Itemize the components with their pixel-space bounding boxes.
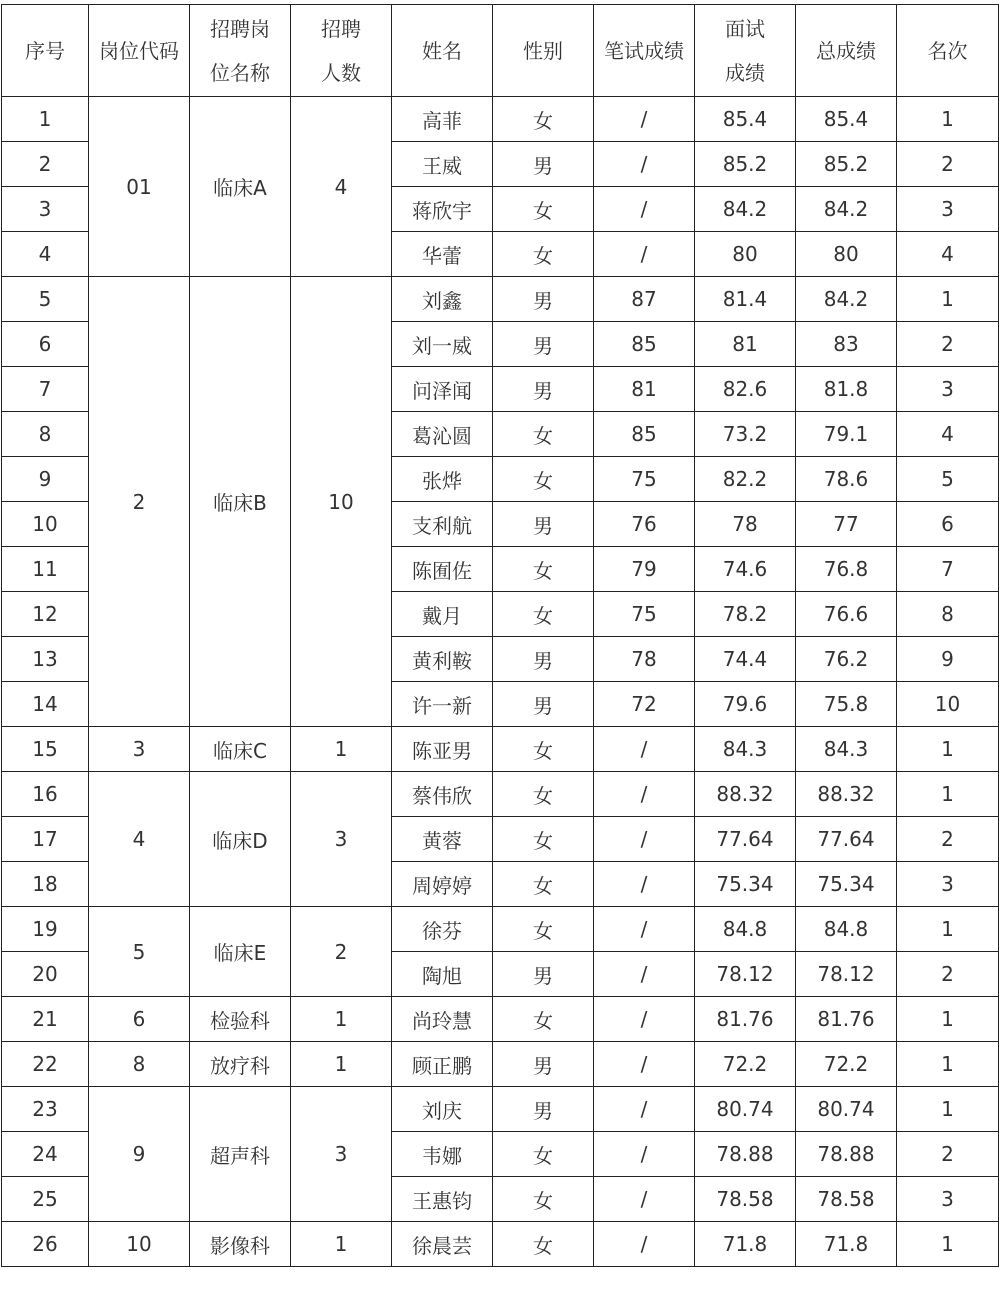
cell-name: 黄利鞍 xyxy=(392,637,493,682)
cell-total-score: 88.32 xyxy=(796,772,897,817)
cell-index: 4 xyxy=(2,232,89,277)
cell-total-score: 84.2 xyxy=(796,187,897,232)
cell-name: 徐芬 xyxy=(392,907,493,952)
cell-position-code: 3 xyxy=(89,727,190,772)
cell-gender: 女 xyxy=(493,592,594,637)
cell-total-score: 76.2 xyxy=(796,637,897,682)
cell-gender: 女 xyxy=(493,817,594,862)
cell-name: 蒋欣宇 xyxy=(392,187,493,232)
cell-gender: 女 xyxy=(493,772,594,817)
cell-written-score: / xyxy=(594,817,695,862)
cell-quota: 1 xyxy=(291,997,392,1042)
cell-total-score: 78.12 xyxy=(796,952,897,997)
cell-name: 韦娜 xyxy=(392,1132,493,1177)
header-position-label: 招聘岗 xyxy=(210,16,270,41)
cell-written-score: / xyxy=(594,952,695,997)
cell-interview-score: 84.2 xyxy=(695,187,796,232)
cell-rank: 1 xyxy=(897,97,999,142)
cell-total-score: 77 xyxy=(796,502,897,547)
cell-rank: 1 xyxy=(897,1222,999,1267)
cell-name: 张烨 xyxy=(392,457,493,502)
header-written-label: 笔试成绩 xyxy=(604,38,684,63)
cell-name: 问泽闻 xyxy=(392,367,493,412)
table-row xyxy=(2,997,999,1042)
cell-name: 蔡伟欣 xyxy=(392,772,493,817)
cell-gender: 女 xyxy=(493,907,594,952)
cell-rank: 4 xyxy=(897,232,999,277)
cell-total-score: 76.8 xyxy=(796,547,897,592)
cell-interview-score: 74.6 xyxy=(695,547,796,592)
cell-position-name: 临床E xyxy=(190,907,291,997)
cell-interview-score: 78.58 xyxy=(695,1177,796,1222)
cell-total-score: 81.76 xyxy=(796,997,897,1042)
cell-gender: 女 xyxy=(493,457,594,502)
cell-index: 22 xyxy=(2,1042,89,1087)
cell-total-score: 81.8 xyxy=(796,367,897,412)
cell-written-score: 85 xyxy=(594,322,695,367)
cell-quota: 10 xyxy=(291,277,392,727)
table-row xyxy=(2,1087,999,1132)
cell-total-score: 71.8 xyxy=(796,1222,897,1267)
cell-quota: 4 xyxy=(291,97,392,277)
cell-gender: 女 xyxy=(493,232,594,277)
cell-total-score: 78.58 xyxy=(796,1177,897,1222)
cell-written-score: / xyxy=(594,1132,695,1177)
cell-index: 25 xyxy=(2,1177,89,1222)
cell-written-score: / xyxy=(594,142,695,187)
header-index xyxy=(2,5,89,97)
cell-index: 17 xyxy=(2,817,89,862)
cell-rank: 9 xyxy=(897,637,999,682)
cell-gender: 男 xyxy=(493,682,594,727)
cell-index: 8 xyxy=(2,412,89,457)
cell-index: 15 xyxy=(2,727,89,772)
cell-rank: 7 xyxy=(897,547,999,592)
cell-written-score: / xyxy=(594,727,695,772)
cell-gender: 女 xyxy=(493,727,594,772)
header-name-label: 姓名 xyxy=(422,38,462,63)
cell-position-code: 10 xyxy=(89,1222,190,1267)
cell-index: 21 xyxy=(2,997,89,1042)
cell-index: 20 xyxy=(2,952,89,997)
header-quota-label: 招聘 xyxy=(321,16,361,41)
cell-interview-score: 72.2 xyxy=(695,1042,796,1087)
cell-position-code: 5 xyxy=(89,907,190,997)
cell-position-code: 9 xyxy=(89,1087,190,1222)
cell-quota: 1 xyxy=(291,1222,392,1267)
cell-total-score: 72.2 xyxy=(796,1042,897,1087)
cell-total-score: 84.8 xyxy=(796,907,897,952)
header-interview xyxy=(695,5,796,97)
header-name xyxy=(392,5,493,97)
cell-interview-score: 78.2 xyxy=(695,592,796,637)
cell-interview-score: 82.6 xyxy=(695,367,796,412)
cell-rank: 1 xyxy=(897,907,999,952)
table-row xyxy=(2,97,999,142)
cell-total-score: 75.34 xyxy=(796,862,897,907)
cell-position-name: 临床C xyxy=(190,727,291,772)
header-gender-label: 性别 xyxy=(523,38,563,63)
cell-interview-score: 71.8 xyxy=(695,1222,796,1267)
cell-total-score: 83 xyxy=(796,322,897,367)
cell-total-score: 84.3 xyxy=(796,727,897,772)
cell-written-score: 76 xyxy=(594,502,695,547)
cell-index: 9 xyxy=(2,457,89,502)
cell-name: 葛沁圆 xyxy=(392,412,493,457)
table-row xyxy=(2,907,999,952)
table-body xyxy=(2,97,999,1267)
header-quota xyxy=(291,5,392,97)
cell-quota: 2 xyxy=(291,907,392,997)
cell-rank: 2 xyxy=(897,817,999,862)
cell-written-score: / xyxy=(594,997,695,1042)
cell-name: 周婷婷 xyxy=(392,862,493,907)
header-gender xyxy=(493,5,594,97)
cell-index: 7 xyxy=(2,367,89,412)
table-row xyxy=(2,1222,999,1267)
cell-total-score: 75.8 xyxy=(796,682,897,727)
cell-name: 尚玲慧 xyxy=(392,997,493,1042)
cell-interview-score: 74.4 xyxy=(695,637,796,682)
cell-total-score: 85.4 xyxy=(796,97,897,142)
cell-interview-score: 79.6 xyxy=(695,682,796,727)
cell-rank: 1 xyxy=(897,277,999,322)
cell-index: 11 xyxy=(2,547,89,592)
cell-total-score: 85.2 xyxy=(796,142,897,187)
cell-written-score: 81 xyxy=(594,367,695,412)
cell-name: 刘鑫 xyxy=(392,277,493,322)
cell-written-score: 75 xyxy=(594,457,695,502)
cell-rank: 8 xyxy=(897,592,999,637)
cell-position-name: 临床B xyxy=(190,277,291,727)
cell-gender: 女 xyxy=(493,97,594,142)
cell-position-name: 超声科 xyxy=(190,1087,291,1222)
cell-gender: 女 xyxy=(493,1177,594,1222)
cell-name: 徐晨芸 xyxy=(392,1222,493,1267)
cell-gender: 男 xyxy=(493,637,594,682)
cell-interview-score: 78.12 xyxy=(695,952,796,997)
table-row xyxy=(2,277,999,322)
cell-quota: 1 xyxy=(291,1042,392,1087)
cell-total-score: 80 xyxy=(796,232,897,277)
cell-gender: 男 xyxy=(493,1042,594,1087)
cell-name: 黄蓉 xyxy=(392,817,493,862)
cell-quota: 3 xyxy=(291,772,392,907)
header-position-label-line2: 位名称 xyxy=(210,60,270,85)
cell-name: 华蕾 xyxy=(392,232,493,277)
cell-quota: 1 xyxy=(291,727,392,772)
cell-written-score: / xyxy=(594,1222,695,1267)
cell-interview-score: 80 xyxy=(695,232,796,277)
cell-index: 2 xyxy=(2,142,89,187)
header-rank-label: 名次 xyxy=(927,38,968,63)
cell-interview-score: 73.2 xyxy=(695,412,796,457)
cell-gender: 女 xyxy=(493,187,594,232)
cell-position-code: 01 xyxy=(89,97,190,277)
cell-index: 18 xyxy=(2,862,89,907)
cell-index: 14 xyxy=(2,682,89,727)
cell-interview-score: 82.2 xyxy=(695,457,796,502)
header-index-label: 序号 xyxy=(25,38,65,63)
cell-gender: 女 xyxy=(493,997,594,1042)
cell-total-score: 80.74 xyxy=(796,1087,897,1132)
cell-position-name: 影像科 xyxy=(190,1222,291,1267)
cell-name: 陶旭 xyxy=(392,952,493,997)
cell-name: 顾正鹏 xyxy=(392,1042,493,1087)
cell-rank: 6 xyxy=(897,502,999,547)
table-row xyxy=(2,772,999,817)
header-total-label: 总成绩 xyxy=(816,38,876,63)
cell-total-score: 78.88 xyxy=(796,1132,897,1177)
cell-position-code: 6 xyxy=(89,997,190,1042)
cell-rank: 1 xyxy=(897,727,999,772)
cell-written-score: / xyxy=(594,232,695,277)
table-row xyxy=(2,727,999,772)
cell-written-score: / xyxy=(594,772,695,817)
header-interview-label: 面试 xyxy=(725,16,765,41)
cell-index: 12 xyxy=(2,592,89,637)
cell-position-name: 放疗科 xyxy=(190,1042,291,1087)
cell-gender: 女 xyxy=(493,1132,594,1177)
cell-interview-score: 81 xyxy=(695,322,796,367)
cell-name: 刘一威 xyxy=(392,322,493,367)
cell-interview-score: 85.4 xyxy=(695,97,796,142)
cell-rank: 3 xyxy=(897,367,999,412)
cell-gender: 男 xyxy=(493,277,594,322)
cell-written-score: / xyxy=(594,907,695,952)
cell-index: 19 xyxy=(2,907,89,952)
cell-total-score: 76.6 xyxy=(796,592,897,637)
cell-rank: 3 xyxy=(897,187,999,232)
cell-name: 许一新 xyxy=(392,682,493,727)
cell-gender: 女 xyxy=(493,1222,594,1267)
header-written xyxy=(594,5,695,97)
cell-gender: 男 xyxy=(493,142,594,187)
cell-index: 1 xyxy=(2,97,89,142)
cell-name: 王惠钧 xyxy=(392,1177,493,1222)
table-header-row xyxy=(2,5,999,97)
cell-written-score: 78 xyxy=(594,637,695,682)
cell-total-score: 78.6 xyxy=(796,457,897,502)
cell-gender: 女 xyxy=(493,412,594,457)
cell-name: 戴月 xyxy=(392,592,493,637)
cell-rank: 1 xyxy=(897,997,999,1042)
cell-gender: 女 xyxy=(493,862,594,907)
cell-index: 13 xyxy=(2,637,89,682)
cell-interview-score: 80.74 xyxy=(695,1087,796,1132)
cell-name: 陈囿佐 xyxy=(392,547,493,592)
cell-interview-score: 77.64 xyxy=(695,817,796,862)
cell-written-score: 85 xyxy=(594,412,695,457)
cell-rank: 2 xyxy=(897,322,999,367)
cell-interview-score: 81.4 xyxy=(695,277,796,322)
cell-name: 王威 xyxy=(392,142,493,187)
cell-position-name: 检验科 xyxy=(190,997,291,1042)
cell-total-score: 77.64 xyxy=(796,817,897,862)
cell-rank: 2 xyxy=(897,1132,999,1177)
cell-index: 26 xyxy=(2,1222,89,1267)
cell-index: 6 xyxy=(2,322,89,367)
cell-position-name: 临床A xyxy=(190,97,291,277)
cell-rank: 3 xyxy=(897,1177,999,1222)
cell-rank: 3 xyxy=(897,862,999,907)
cell-index: 5 xyxy=(2,277,89,322)
cell-index: 16 xyxy=(2,772,89,817)
cell-index: 23 xyxy=(2,1087,89,1132)
cell-position-code: 4 xyxy=(89,772,190,907)
cell-written-score: / xyxy=(594,1087,695,1132)
cell-rank: 2 xyxy=(897,142,999,187)
header-rank xyxy=(897,5,999,97)
cell-written-score: / xyxy=(594,97,695,142)
cell-gender: 男 xyxy=(493,1087,594,1132)
cell-total-score: 84.2 xyxy=(796,277,897,322)
cell-interview-score: 78 xyxy=(695,502,796,547)
cell-rank: 2 xyxy=(897,952,999,997)
cell-total-score: 79.1 xyxy=(796,412,897,457)
cell-index: 24 xyxy=(2,1132,89,1177)
cell-written-score: / xyxy=(594,187,695,232)
cell-name: 支利航 xyxy=(392,502,493,547)
results-table xyxy=(1,4,999,1267)
header-quota-label-line2: 人数 xyxy=(321,60,361,85)
cell-gender: 男 xyxy=(493,367,594,412)
cell-interview-score: 84.8 xyxy=(695,907,796,952)
cell-rank: 1 xyxy=(897,1087,999,1132)
cell-position-code: 8 xyxy=(89,1042,190,1087)
cell-gender: 男 xyxy=(493,322,594,367)
cell-written-score: / xyxy=(594,862,695,907)
cell-written-score: / xyxy=(594,1177,695,1222)
cell-rank: 1 xyxy=(897,772,999,817)
cell-gender: 男 xyxy=(493,502,594,547)
cell-interview-score: 88.32 xyxy=(695,772,796,817)
header-code xyxy=(89,5,190,97)
cell-rank: 5 xyxy=(897,457,999,502)
cell-index: 10 xyxy=(2,502,89,547)
cell-index: 3 xyxy=(2,187,89,232)
header-interview-label-line2: 成绩 xyxy=(725,60,765,85)
cell-position-name: 临床D xyxy=(190,772,291,907)
cell-interview-score: 78.88 xyxy=(695,1132,796,1177)
cell-interview-score: 81.76 xyxy=(695,997,796,1042)
cell-rank: 10 xyxy=(897,682,999,727)
cell-rank: 1 xyxy=(897,1042,999,1087)
cell-written-score: 79 xyxy=(594,547,695,592)
cell-gender: 男 xyxy=(493,952,594,997)
header-total xyxy=(796,5,897,97)
cell-written-score: 87 xyxy=(594,277,695,322)
cell-position-code: 2 xyxy=(89,277,190,727)
cell-interview-score: 85.2 xyxy=(695,142,796,187)
cell-name: 刘庆 xyxy=(392,1087,493,1132)
header-position xyxy=(190,5,291,97)
cell-written-score: 72 xyxy=(594,682,695,727)
table-row xyxy=(2,1042,999,1087)
cell-written-score: 75 xyxy=(594,592,695,637)
cell-name: 高菲 xyxy=(392,97,493,142)
cell-rank: 4 xyxy=(897,412,999,457)
cell-written-score: / xyxy=(594,1042,695,1087)
cell-interview-score: 75.34 xyxy=(695,862,796,907)
cell-gender: 女 xyxy=(493,547,594,592)
cell-interview-score: 84.3 xyxy=(695,727,796,772)
header-code-label: 岗位代码 xyxy=(99,38,179,63)
cell-name: 陈亚男 xyxy=(392,727,493,772)
cell-quota: 3 xyxy=(291,1087,392,1222)
